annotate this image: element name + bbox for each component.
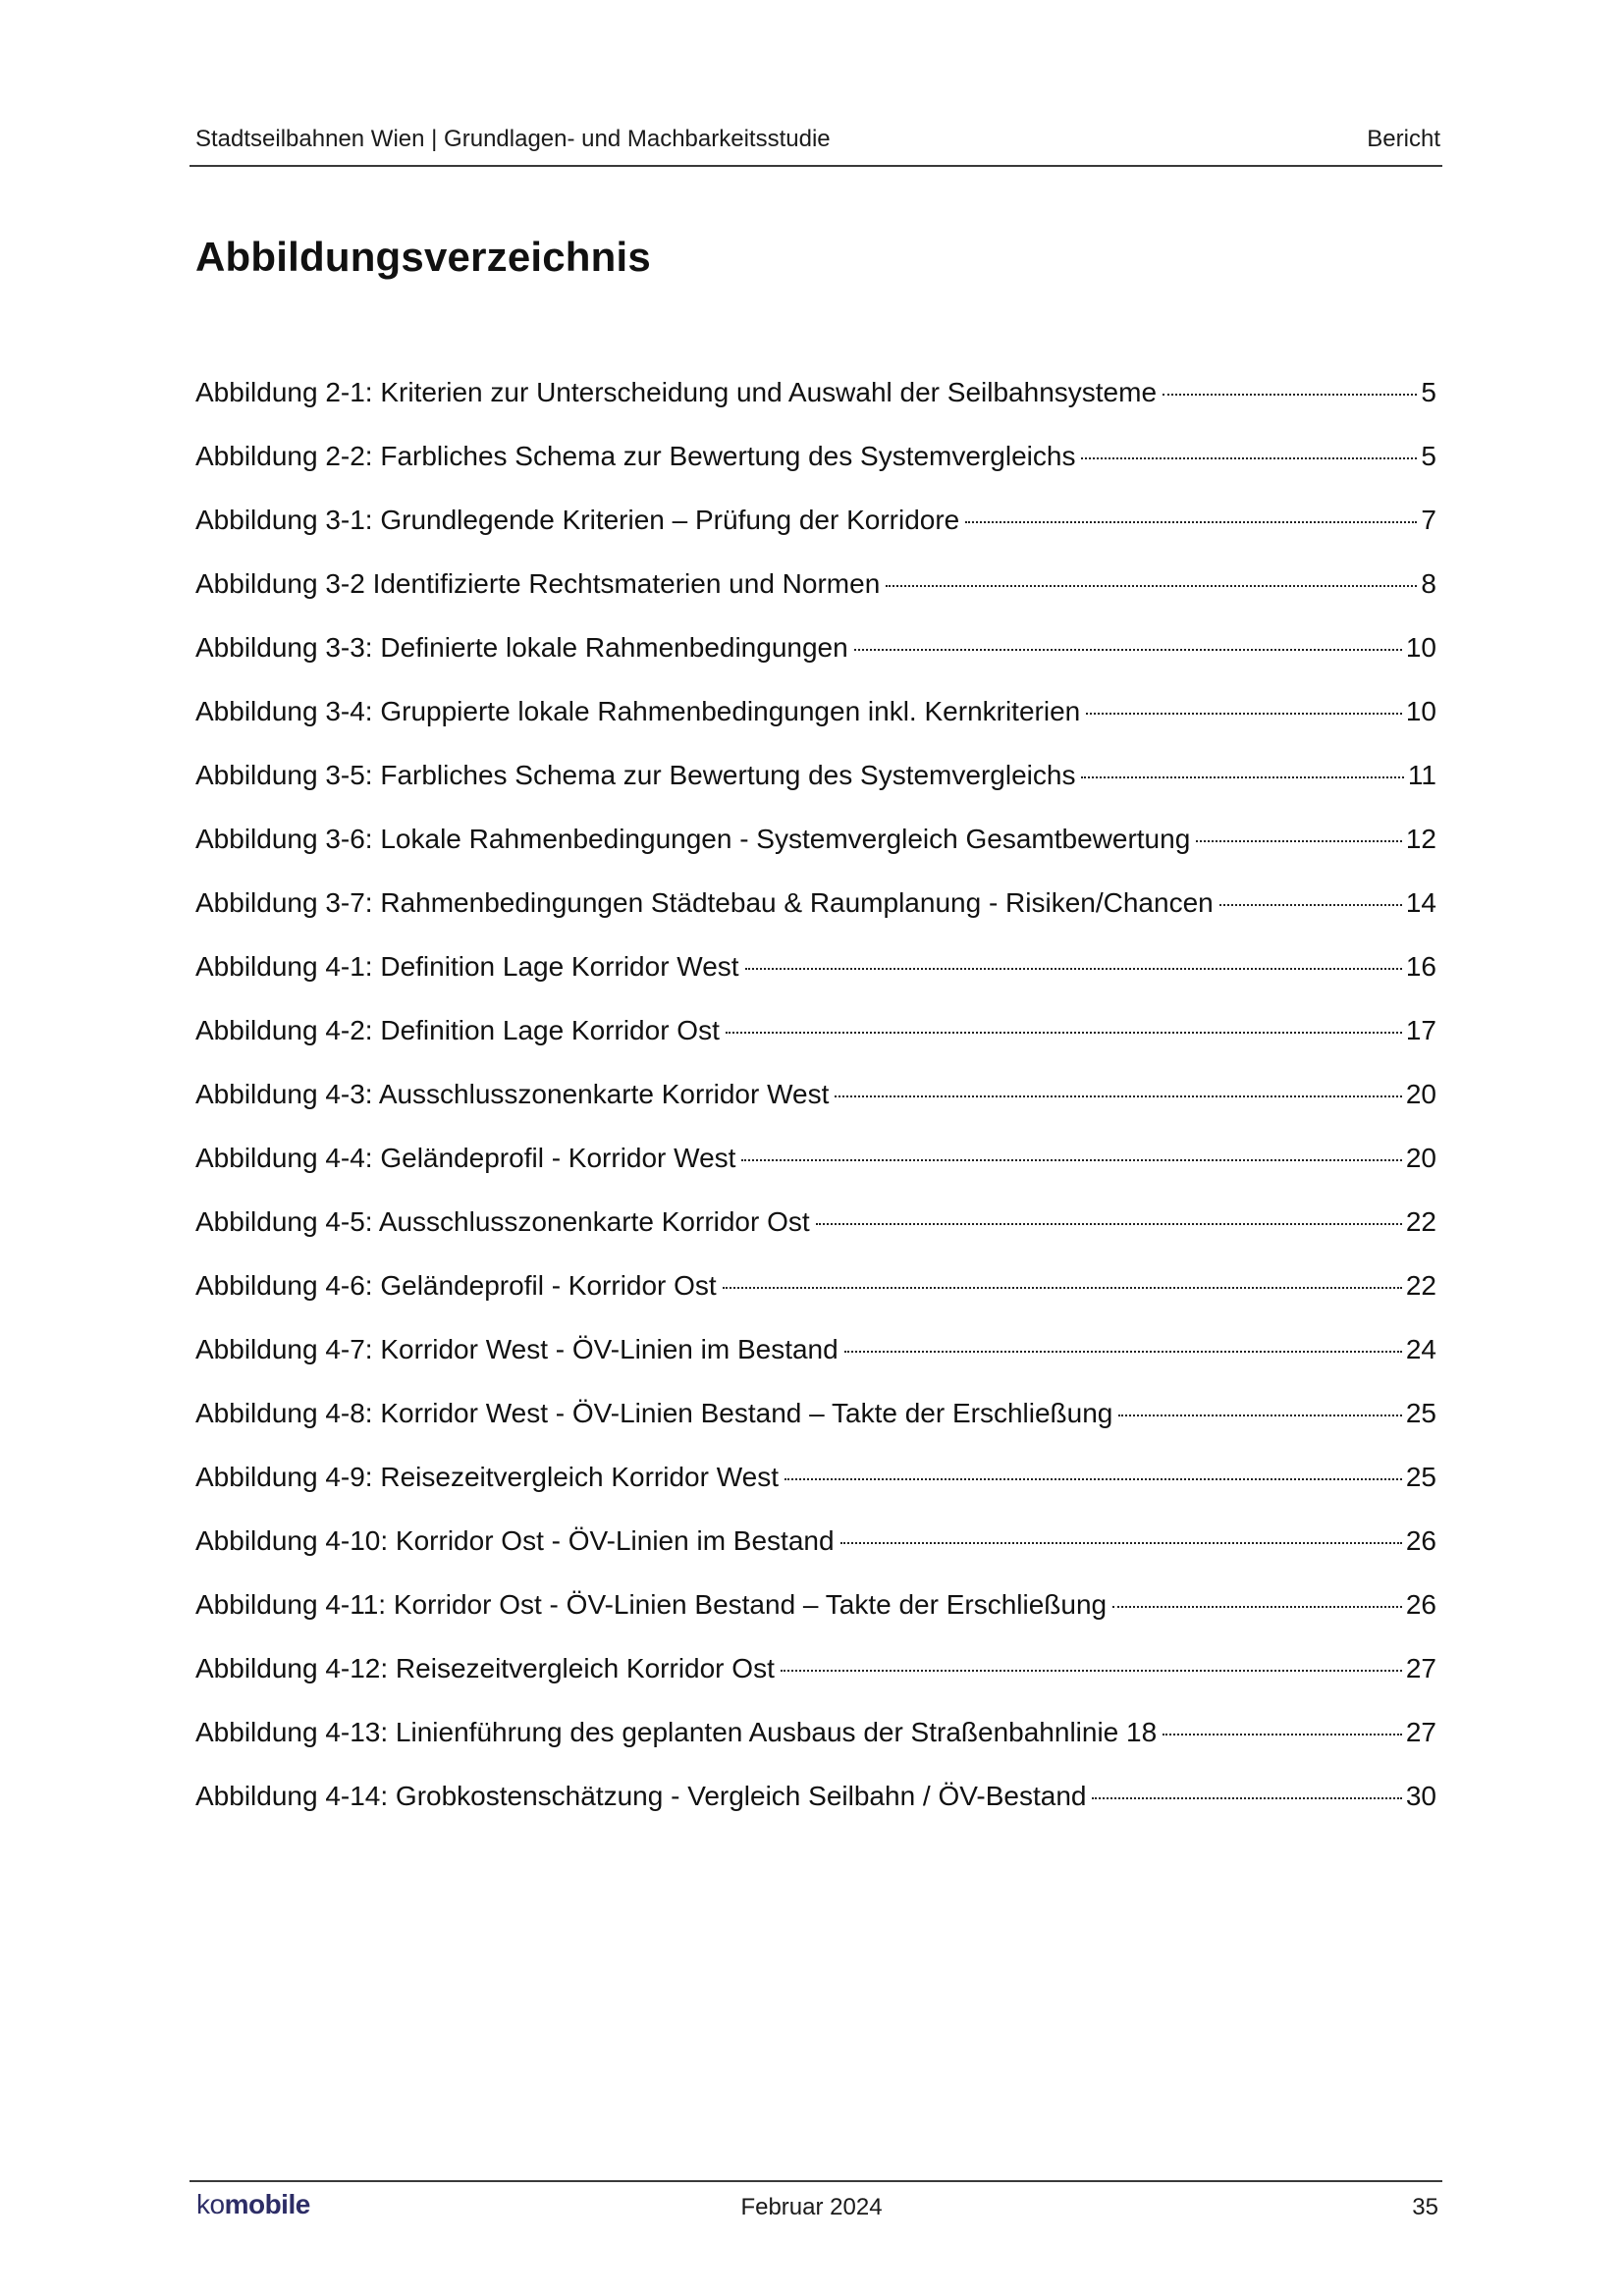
- footer-page-number: 35: [1412, 2194, 1438, 2220]
- toc-dot-leader: [784, 1478, 1402, 1480]
- toc-entry-page: 5: [1421, 377, 1436, 407]
- toc-entry-label: Abbildung 4-4: Geländeprofil - Korridor West: [195, 1143, 736, 1173]
- toc-entry-label: Abbildung 3-3: Definierte lokale Rahmenbedingungen: [195, 632, 848, 663]
- toc-entry-label: Abbildung 4-5: Ausschlusszonenkarte Korridor Ost: [195, 1206, 810, 1237]
- toc-entry-page: 16: [1405, 951, 1436, 982]
- toc-entry[interactable]: [195, 505, 1436, 568]
- toc-entry-label: Abbildung 4-10: Korridor Ost - ÖV-Linien im Bestand: [195, 1525, 835, 1556]
- logo-ko-text: ko: [196, 2189, 225, 2219]
- header-report-label: Bericht: [1367, 126, 1440, 152]
- toc-dot-leader: [1081, 457, 1417, 459]
- toc-dot-leader: [844, 1351, 1402, 1353]
- toc-entry-page: 25: [1405, 1462, 1436, 1492]
- toc-entry-label: Abbildung 4-14: Grobkostenschätzung - Vergleich Seilbahn / ÖV-Bestand: [195, 1781, 1087, 1811]
- toc-entry-label: Abbildung 3-6: Lokale Rahmenbedingungen - Systemvergleich Gesamtbewertung: [195, 824, 1191, 854]
- toc-entry-label: Abbildung 3-2 Identifizierte Rechtsmaterien und Normen: [195, 568, 881, 599]
- toc-entry-page: 10: [1405, 632, 1436, 663]
- toc-entry-label: Abbildung 4-3: Ausschlusszonenkarte Korridor West: [195, 1079, 830, 1109]
- toc-entry-label: Abbildung 2-1: Kriterien zur Unterscheidung und Auswahl der Seilbahnsysteme: [195, 377, 1158, 407]
- toc-entry-label: Abbildung 4-8: Korridor West - ÖV-Linien Bestand – Takte der Erschließung: [195, 1398, 1113, 1428]
- toc-dot-leader: [1118, 1415, 1401, 1416]
- toc-dot-leader: [1092, 1797, 1401, 1799]
- toc-entry-label: Abbildung 4-1: Definition Lage Korridor West: [195, 951, 739, 982]
- figure-list: [195, 377, 1436, 1844]
- toc-entry-page: 20: [1405, 1079, 1436, 1109]
- toc-entry[interactable]: [195, 1781, 1436, 1844]
- toc-entry-page: 8: [1421, 568, 1436, 599]
- toc-entry-page: 10: [1405, 696, 1436, 726]
- toc-entry[interactable]: [195, 568, 1436, 632]
- toc-entry-page: 12: [1405, 824, 1436, 854]
- toc-entry-page: 24: [1405, 1334, 1436, 1364]
- toc-entry-label: Abbildung 2-2: Farbliches Schema zur Bewertung des Systemvergleichs: [195, 441, 1076, 471]
- toc-entry[interactable]: [195, 824, 1436, 887]
- toc-entry[interactable]: [195, 441, 1436, 505]
- toc-entry-label: Abbildung 3-7: Rahmenbedingungen Städtebau & Raumplanung - Risiken/Chancen: [195, 887, 1214, 918]
- toc-entry[interactable]: [195, 377, 1436, 441]
- toc-entry[interactable]: [195, 1398, 1436, 1462]
- toc-entry[interactable]: [195, 760, 1436, 824]
- toc-entry[interactable]: [195, 632, 1436, 696]
- toc-entry-label: Abbildung 4-7: Korridor West - ÖV-Linien im Bestand: [195, 1334, 839, 1364]
- toc-entry-page: 22: [1405, 1270, 1436, 1301]
- toc-entry-page: 5: [1421, 441, 1436, 471]
- toc-entry-page: 30: [1405, 1781, 1436, 1811]
- toc-entry-page: 26: [1405, 1525, 1436, 1556]
- toc-entry[interactable]: [195, 1270, 1436, 1334]
- toc-entry-label: Abbildung 4-11: Korridor Ost - ÖV-Linien Bestand – Takte der Erschließung: [195, 1589, 1108, 1620]
- toc-entry-page: 27: [1405, 1653, 1436, 1683]
- toc-entry-page: 25: [1405, 1398, 1436, 1428]
- footer-divider: [189, 2180, 1442, 2182]
- toc-entry-label: Abbildung 4-9: Reisezeitvergleich Korridor West: [195, 1462, 779, 1492]
- toc-entry-label: Abbildung 4-13: Linienführung des geplanten Ausbaus der Straßenbahnlinie 18: [195, 1717, 1158, 1747]
- toc-dot-leader: [1086, 713, 1402, 715]
- toc-entry-page: 22: [1405, 1206, 1436, 1237]
- header-document-title: Stadtseilbahnen Wien | Grundlagen- und Machbarkeitsstudie: [195, 126, 831, 152]
- logo-mobile-text: mobile: [224, 2189, 310, 2219]
- toc-entry[interactable]: [195, 1589, 1436, 1653]
- toc-entry[interactable]: [195, 1462, 1436, 1525]
- toc-entry-label: Abbildung 3-1: Grundlegende Kriterien – Prüfung der Korridore: [195, 505, 960, 535]
- toc-entry[interactable]: [195, 696, 1436, 760]
- toc-entry-page: 26: [1405, 1589, 1436, 1620]
- toc-entry[interactable]: [195, 1717, 1436, 1781]
- toc-entry[interactable]: [195, 951, 1436, 1015]
- toc-entry[interactable]: [195, 1653, 1436, 1717]
- toc-dot-leader: [723, 1287, 1402, 1289]
- toc-entry[interactable]: [195, 1143, 1436, 1206]
- toc-dot-leader: [741, 1159, 1401, 1161]
- toc-dot-leader: [1196, 840, 1402, 842]
- toc-entry-page: 11: [1407, 760, 1436, 790]
- toc-dot-leader: [835, 1095, 1401, 1097]
- toc-entry-page: 14: [1405, 887, 1436, 918]
- toc-dot-leader: [1081, 776, 1403, 778]
- toc-entry-label: Abbildung 4-2: Definition Lage Korridor Ost: [195, 1015, 720, 1045]
- toc-dot-leader: [1219, 904, 1402, 906]
- toc-entry[interactable]: [195, 1079, 1436, 1143]
- toc-dot-leader: [726, 1032, 1402, 1034]
- toc-dot-leader: [745, 968, 1402, 970]
- toc-entry-page: 27: [1405, 1717, 1436, 1747]
- page-title: Abbildungsverzeichnis: [195, 234, 651, 280]
- toc-entry[interactable]: [195, 1015, 1436, 1079]
- toc-dot-leader: [1163, 1734, 1402, 1735]
- toc-entry-label: Abbildung 4-12: Reisezeitvergleich Korridor Ost: [195, 1653, 775, 1683]
- toc-dot-leader: [1112, 1606, 1402, 1608]
- toc-entry-label: Abbildung 3-4: Gruppierte lokale Rahmenbedingungen inkl. Kernkriterien: [195, 696, 1081, 726]
- toc-entry-label: Abbildung 3-5: Farbliches Schema zur Bewertung des Systemvergleichs: [195, 760, 1076, 790]
- footer-date: Februar 2024: [740, 2194, 883, 2220]
- toc-entry-page: 17: [1405, 1015, 1436, 1045]
- toc-dot-leader: [965, 521, 1417, 523]
- toc-entry[interactable]: [195, 887, 1436, 951]
- toc-dot-leader: [816, 1223, 1402, 1225]
- header-divider: [189, 165, 1442, 167]
- toc-entry-label: Abbildung 4-6: Geländeprofil - Korridor Ost: [195, 1270, 717, 1301]
- toc-entry-page: 7: [1421, 505, 1436, 535]
- toc-dot-leader: [886, 585, 1417, 587]
- toc-entry-page: 20: [1405, 1143, 1436, 1173]
- toc-dot-leader: [840, 1542, 1402, 1544]
- toc-dot-leader: [1163, 394, 1417, 396]
- toc-entry[interactable]: [195, 1525, 1436, 1589]
- toc-dot-leader: [854, 649, 1402, 651]
- toc-entry[interactable]: [195, 1206, 1436, 1270]
- toc-entry[interactable]: [195, 1334, 1436, 1398]
- page-header: [193, 122, 1442, 165]
- toc-dot-leader: [781, 1670, 1402, 1672]
